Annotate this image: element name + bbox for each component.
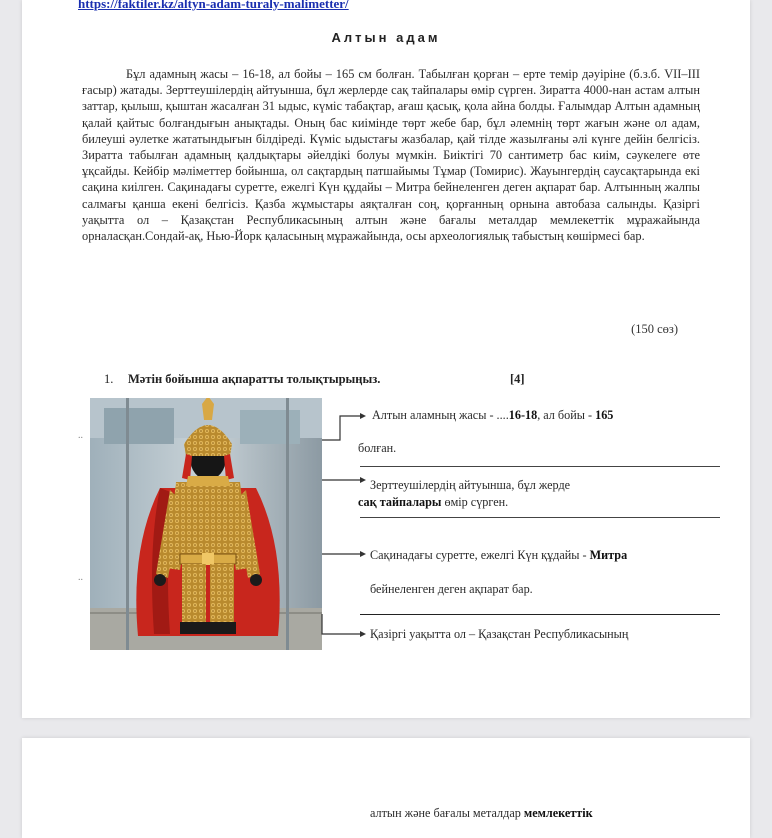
- task-question: Мәтін бойынша ақпаратты толықтырыңыз.: [128, 372, 381, 386]
- task-points: [4]: [510, 372, 525, 386]
- answer-2-line-2: сақ тайпалары өмір сүрген.: [358, 495, 509, 509]
- answer-4-line-1: Қазіргі уақытта ол – Қазақстан Республикасының: [370, 627, 629, 641]
- document-page-1: [22, 0, 750, 718]
- answer-1-rule: [360, 466, 720, 467]
- answer-3-rule: [360, 614, 720, 615]
- margin-dots-2: ..: [78, 572, 83, 583]
- page-title: Алтын адам: [331, 30, 441, 45]
- margin-dots-1: ..: [78, 430, 83, 441]
- answer-2-line-1: Зерттеушілердің айтуынша, бұл жерде: [370, 478, 571, 492]
- task-number: 1.: [104, 372, 114, 386]
- answer-1-line-2: болған.: [358, 441, 397, 455]
- connector-lines: [22, 0, 750, 718]
- document-page-2: [22, 738, 750, 838]
- answer-3-line-1: Сақинадағы суретте, ежелгі Күн құдайы - Митра: [370, 548, 628, 562]
- source-link[interactable]: https://faktiler.kz/altyn-adam-turaly-malimetter/: [78, 0, 349, 11]
- answer-1-line-1: Алтын аламның жасы - ....16-18, ал бойы - 165: [372, 408, 614, 422]
- answer-4-continuation: алтын және бағалы металдар мемлекеттік: [370, 806, 593, 820]
- word-count: (150 сөз): [631, 322, 678, 336]
- main-paragraph: Бұл адамның жасы – 16-18, ал бойы – 165 см болған. Табылған қорған – ерте темір дәуіріне (б.з.б. VII–III ғасыр) жатады. Зерттеушілердің айтуынша, бұл жерлерде сақ тайпалары өмір сүрген. Зиратта 4000-нан астам алтын заттар, қылыш, қыштан жасалған 31 ыдыс, күміс табақтар, ағаш қасық, қола айна болды. Ғалымдар Алтын адамның қалай қайтыс болғандығын анықтады. Оның бас киімінде төрт жебе бар, бұл әлемнің төрт жағын және ол адам, билеуші әулетке жататындығын білдіреді. Күміс ыдыстағы жазбалар, қай тілде жазылғаны әлі күнге дейін белгісіз. Зиратта табылған адамның қалдықтары әйелдікі болуы мүмкін. Биіктігі 70 сантиметр бас киім, сәукелеге өте ұқсайды. Кейбір мәліметтер бойынша, ол сақтардың патшайымы Тұмар (Томирис). Жауынгердің саусақтарында екі сақина киілген. Сақинадағы суретте, ежелгі Күн құдайы – Митра бейнеленген деген ақпарат бар. Алтынның жалпы салмағы қанша екені белгісіз. Қазба жұмыстары аяқталған соң, қорғанның орнына автобаза салынды. Қазіргі уақытта ол – Қазақстан Республикасының алтын және бағалы металдар мемлекеттік мұражайында орналасқан.Сондай-ақ, Нью-Йорк қаласының мұражайында, осы археологиялық табыстың көшірмесі бар.: [82, 67, 700, 244]
- answer-2-rule: [360, 517, 720, 518]
- answer-3-line-2: бейнеленген деген ақпарат бар.: [370, 582, 533, 596]
